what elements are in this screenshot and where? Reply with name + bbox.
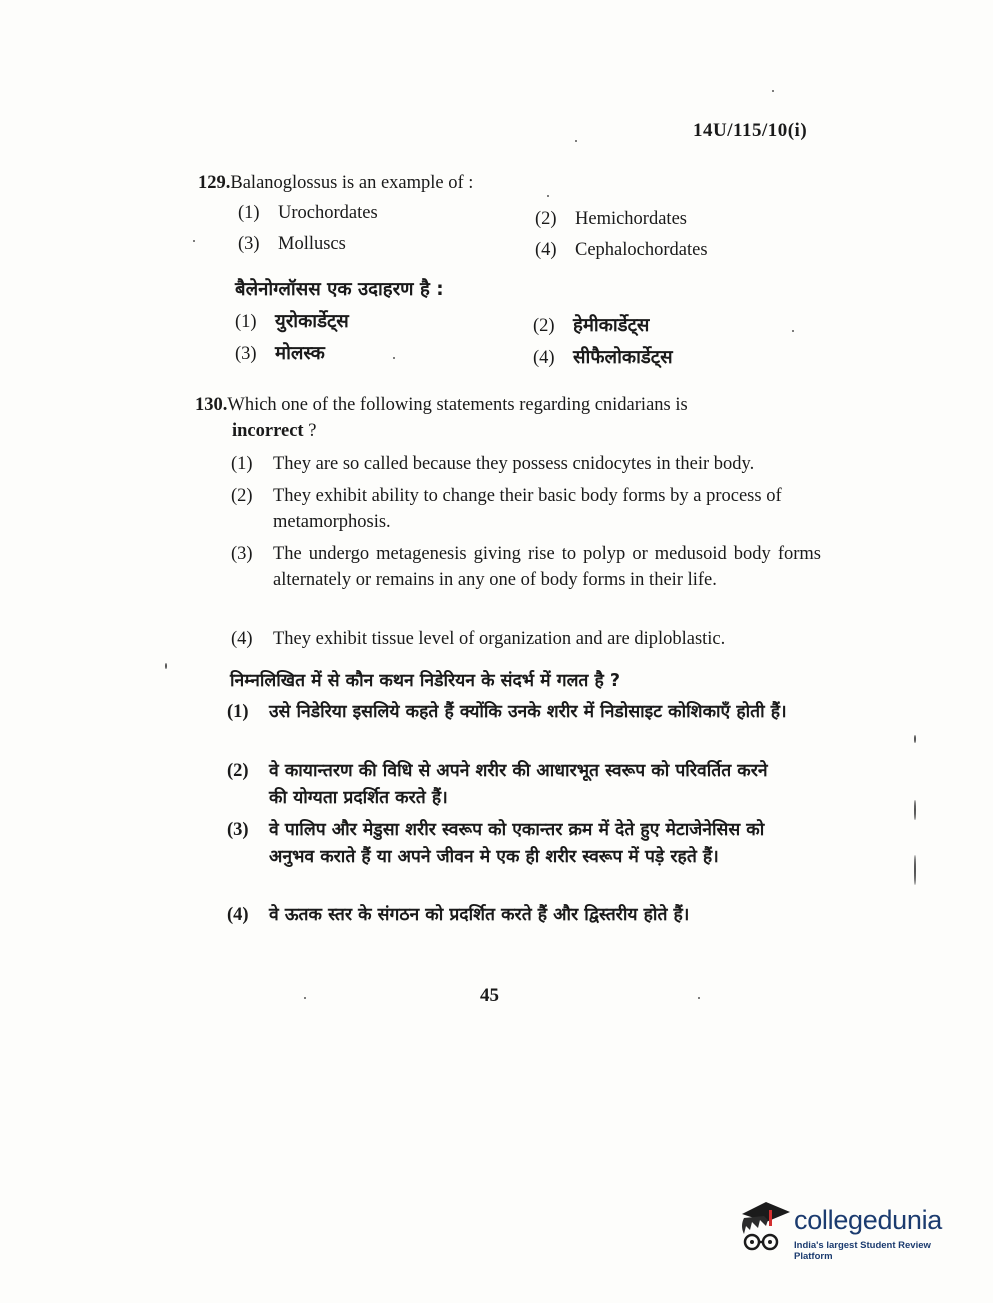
scan-speck: [193, 240, 195, 242]
q130-hindi-option-4: (4) वे ऊतक स्तर के संगठन को प्रदर्शित करते हैं और द्विस्तरीय होते हैं।: [227, 905, 690, 925]
scan-speck: [792, 330, 794, 332]
q130-hindi-option-3: (3) वे पालिप और मेडुसा शरीर स्वरूप को एकान्तर क्रम में देते हुए मेटाजेनेसिस को अनुभव कराते हैं या अपने जीवन मे एक ही शरीर स्वरूप में पड़े रहते हैं।: [227, 820, 765, 867]
q129-hindi-option-4: (4) सीफैलोकार्डेट्स: [533, 347, 673, 368]
scan-speck: [914, 855, 916, 885]
scan-speck: [772, 90, 774, 92]
page-number: 45: [480, 985, 499, 1006]
scan-speck: [575, 140, 577, 142]
q130-option-2: (2) They exhibit ability to change their basic body forms by a process of metamorphosis.: [231, 486, 782, 532]
emphasis-incorrect: incorrect: [232, 421, 304, 441]
q130-option-3: (3) The undergo metagenesis giving rise to polyp or medusoid body forms alternately or remains in any one of body forms in their life.: [231, 544, 821, 590]
question-text: Balanoglossus is an example of :: [230, 173, 474, 193]
question-number: 129.: [198, 173, 231, 193]
question-129-hindi: बैलेनोग्लॉसस एक उदाहरण है :: [235, 279, 444, 300]
scan-speck: [393, 357, 395, 359]
collegedunia-logo: [736, 1196, 966, 1262]
q130-option-4: (4) They exhibit tissue level of organization and are diploblastic.: [231, 629, 726, 649]
logo-name: collegedunia: [794, 1205, 943, 1235]
logo-tagline: India's largest Student Review Platform: [794, 1240, 931, 1262]
scan-speck: [914, 800, 916, 820]
question-130-hindi: निम्नलिखित में से कौन कथन निडेरियन के संदर्भ में गलत है ?: [230, 671, 621, 691]
q129-hindi-option-2: (2) हेमीकार्डेट्स: [533, 315, 650, 336]
scan-speck: [165, 663, 167, 669]
q130-hindi-option-1: (1) उसे निडेरिया इसलिये कहते हैं क्योंकि उनके शरीर में निडोसाइट कोशिकाएँ होती हैं।: [227, 702, 787, 722]
question-129-english: [198, 173, 473, 194]
question-130-english: 130.Which one of the following statements regarding cnidarians is incorrect ?: [195, 395, 688, 441]
scan-speck: [698, 997, 700, 999]
q129-option-3: (3) Molluscs: [238, 234, 346, 254]
scan-speck: [304, 997, 306, 999]
mascot-icon: [736, 1196, 792, 1258]
q129-hindi-option-1: (1) युरोकार्डेट्स: [235, 311, 349, 332]
q129-hindi-option-3: (3) मोलस्क: [235, 343, 325, 364]
q130-hindi-option-2: (2) वे कायान्तरण की विधि से अपने शरीर की आधारभूत स्वरूप को परिवर्तित करने की योग्यता प्रदर्शित करते हैं।: [227, 761, 768, 808]
paper-code: 14U/115/10(i): [693, 120, 808, 141]
q129-option-1: (1) Urochordates: [238, 203, 378, 223]
scan-speck: [914, 735, 916, 743]
q129-option-4: (4) Cephalochordates: [535, 240, 708, 260]
question-number: 130.: [195, 395, 228, 415]
scan-speck: [547, 195, 549, 197]
q129-option-2: (2) Hemichordates: [535, 209, 687, 229]
q130-option-1: (1) They are so called because they possess cnidocytes in their body.: [231, 454, 755, 474]
